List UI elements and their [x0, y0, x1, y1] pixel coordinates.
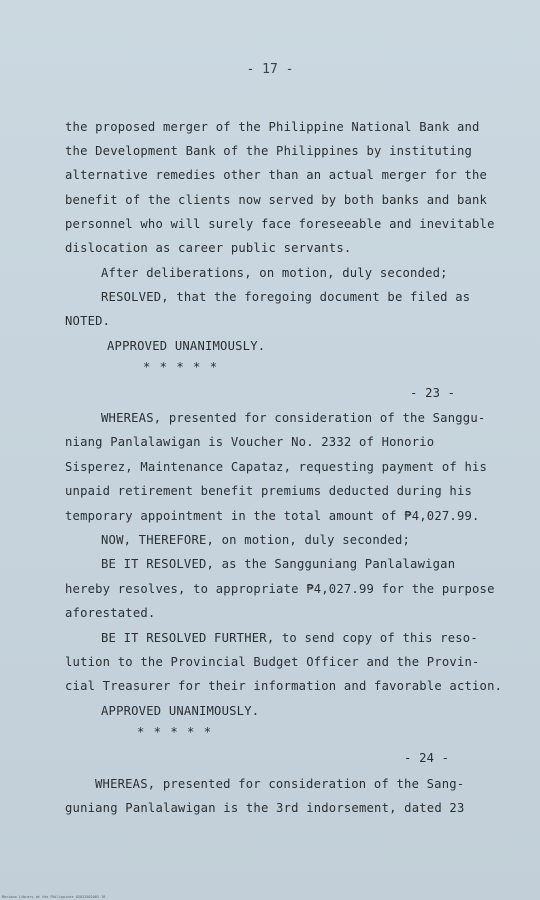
approval-line: APPROVED UNANIMOUSLY.	[101, 704, 260, 718]
item-number: - 23 -	[410, 386, 456, 400]
text-line: guniang Panlalawigan is the 3rd indorsement, dated 23	[65, 801, 465, 815]
text-line: benefit of the clients now served by both banks and bank	[65, 193, 488, 207]
text-line: WHEREAS, presented for consideration of the Sanggu-	[101, 411, 486, 425]
text-line: After deliberations, on motion, duly seconded;	[101, 266, 448, 280]
text-line: aforestated.	[65, 606, 156, 620]
text-line: NOW, THEREFORE, on motion, duly seconded;	[101, 533, 411, 547]
scan-footer: Mariano Library at the Philippines 02032902003 18	[2, 895, 106, 899]
item-number: - 24 -	[404, 751, 450, 765]
text-line: temporary appointment in the total amount of ₱4,027.99.	[65, 509, 480, 523]
text-line: NOTED.	[65, 314, 111, 328]
text-line: personnel who will surely face foreseeable and inevitable	[65, 217, 495, 231]
page-number: - 17 -	[246, 62, 294, 77]
text-line: dislocation as career public servants.	[65, 241, 352, 255]
separator-asterisks: * * * * *	[143, 360, 219, 374]
text-line: the proposed merger of the Philippine National Bank and	[65, 120, 480, 134]
text-line: niang Panlalawigan is Voucher No. 2332 of Honorio	[65, 435, 435, 449]
text-line: RESOLVED, that the foregoing document be filed as	[101, 290, 471, 304]
text-line: Sisperez, Maintenance Capataz, requesting payment of his	[65, 460, 488, 474]
separator-asterisks: * * * * *	[137, 725, 213, 739]
text-line: hereby resolves, to appropriate ₱4,027.99 for the purpose	[65, 582, 495, 596]
text-line: BE IT RESOLVED, as the Sangguniang Panlalawigan	[101, 557, 456, 571]
text-line: unpaid retirement benefit premiums deducted during his	[65, 484, 473, 498]
text-line: alternative remedies other than an actual merger for the	[65, 168, 488, 182]
text-line: lution to the Provincial Budget Officer and the Provin-	[65, 655, 480, 669]
text-line: the Development Bank of the Philippines by instituting	[65, 144, 473, 158]
text-line: BE IT RESOLVED FURTHER, to send copy of this reso-	[101, 631, 478, 645]
text-line: cial Treasurer for their information and favorable action.	[65, 679, 503, 693]
approval-line: APPROVED UNANIMOUSLY.	[107, 339, 266, 353]
text-line: WHEREAS, presented for consideration of the Sang-	[95, 777, 465, 791]
